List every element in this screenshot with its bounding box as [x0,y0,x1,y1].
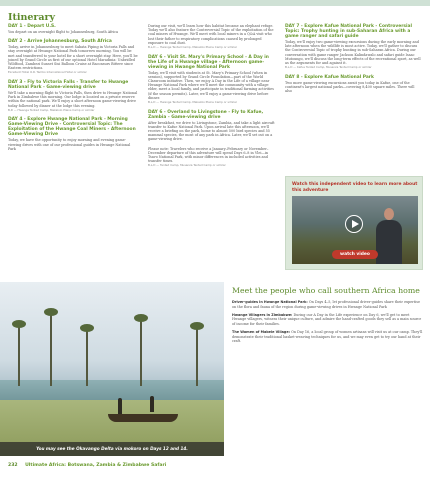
meet-item [232,313,424,326]
page-number: 232 [8,463,18,468]
meet-item [232,330,424,343]
day-text: Today, we'll visit with students at St. Mary's Primary School (when in session), supported by Grand Circle Foundation—part of the World Classroom initiative. Then, we enjoy A Day in the Life of a village near Hwange National Park where we'll meet the community with a village elder, meet a local family, and participate in traditional farming activities (if the season permits). Later, we'll enjoy a game-viewing drive before dinner. [148,70,274,100]
itinerary-column-1 [8,24,138,156]
day-text: Two more game-viewing excursions await you today in Kafue, one of the continent's largest national parks—covering 8,400 square miles. There will also [285,80,415,94]
itinerary-day [8,24,138,34]
day-text: You depart on an overnight flight to Johannesburg, South Africa [8,30,118,34]
day-title: DAY 1 - Depart U.S. [8,24,56,29]
day-text: After breakfast, we drive to Livingstone, Zambia, and take a light aircraft transfer to Kafue National Park. Upon arrival late this afternoon, we'll receive a briefing on the park, home to almost 500 bird species and 55 mammal species, the most of any park in Africa. Later, we'll set out on a game-viewing drive. [148,120,275,142]
palm-crown [190,322,204,330]
day-text: Today, we'll enjoy two game-viewing excursions during the early morning and late afternoon when the wildlife is most active. Today, we'll gather to discuss the Controversial Topic of trophy hunting in sub-Saharan Africa. During our conversation with game ranger Jackson Kalindawalo and safari guide Isaac Mutoungo, we'll discuss the long-term effects of the recreational sport, as well as the arguments for and against it. [285,40,421,66]
palm-tree [86,330,88,386]
day-accommodation: B,D — Hwange Tented Camp, Makalolo Plains Camp or similar [8,107,95,112]
itinerary-day [148,147,276,168]
book-title: Ultimate Africa: Botswana, Zambia & Zimbabwe Safari [25,463,167,468]
day-text: Today, arrive in Johannesburg to meet Sabata Piping in Victoria Falls and stay overnight at Hwange National Park tomorrow morning. You will be met and transferred to your hotel for a short overnight stay. Here, you'll be joined by Grand Circle as first of our optional Hotel Maradinia: Unbridled Wildfood, Zambezi Sunset Sisi Balloon Cruise at Baconsurs Bittere since Eastern restrictions. [8,45,138,71]
video-thumbnail[interactable] [292,196,418,264]
itinerary-day [8,39,138,75]
palm-tree [140,320,142,386]
day-title: DAY 6 - Overland to Livingstone - Fly to Kafue, Zambia - Game-viewing drive [148,109,264,120]
itinerary-day [8,80,138,112]
itinerary-day [148,55,276,105]
day-accommodation: Excellent Hotel O.R. Tambo International Hotel or similar [8,70,87,75]
palm-crown [44,308,58,316]
top-band [0,0,430,6]
okavango-photo [0,282,224,456]
itinerary-title: Itinerary [8,12,56,23]
day-title: DAY 7 - Explore Kafue National Park - Controversial Topic: Trophy hunting in sub-Saharan Africa with a game ranger and safari guide [285,24,412,39]
itinerary-day [8,117,138,151]
day-text: Today, we have the opportunity to enjoy morning and evening game-viewing drives with one of our professional guides in Hwange National Park [8,138,131,151]
page-footer [8,463,308,469]
palm-crown [80,324,94,332]
palm-crown [12,320,26,328]
meet-item-heading: Driver-guides in Hwange National Park: [232,300,308,305]
itinerary-day [285,75,421,94]
video-promo-box [285,176,423,270]
boat-passenger [118,398,122,414]
video-title: Watch this independent video to learn more about this adventure [292,182,418,193]
day-note: Please note: Travelers who receive a January–February or November–December departure of this adventure will spend Days 6–8 in Vlei—in Tsavo National Park, with minor differences in included activities and transfer times. [148,146,269,164]
meet-item-heading: The Women of Mabele Village: [232,330,291,335]
day-title: DAY 3 - Fly to Victoria Falls - Transfer to Hwange National Park - Game-viewing drive [8,80,129,91]
day-text: We'll take a morning flight to Victoria Falls, then drive to Hwange National Park in Zimbabwe this morning. Our lodge is located on a private reserve within the national park. We'll enjoy a short afternoon game-viewing drive today followed by dinner at the lodge this evening. [8,91,138,108]
palm-tree [50,314,52,386]
palm-tree [18,326,20,386]
itinerary-column-3 [285,24,421,98]
itinerary-day [285,24,421,70]
meet-the-people-section [232,286,424,347]
day-title: DAY 6 - Visit St. Mary's Primary School - A Day in the Life of a Hwange village - Afternoon game-viewing in Hwange National Park [148,54,269,70]
day-text: During our visit, we'll learn how this habitat became an elephant refuge. Today we'll also feature the Controversial Topic of the exploitation of the coal miners of Hwange. We'll meet with local miners in a Q&A visit who lost their father to respiratory complications caused by prolonged exposure to coal dust. [148,24,274,45]
itinerary-day [148,110,276,142]
meet-item-text: On Days 4–5, let professional driver-guides share their expertise on the flora and fauna of the region during game-viewing drives in Hwange National Park [232,300,421,309]
day-accommodation: B,L,D — Hwange Tented Camp, Makalolo Plains Camp or similar [148,45,237,50]
day-accommodation: B,L,D — Kafue Tented Camp, Musanza Tented Camp or similar [285,65,372,70]
meet-item-heading: Hwange Villagers in Zimbabwe: [232,313,293,318]
presenter-body [376,220,402,264]
meet-item-text: On Day 16, a local group of women artisans will visit us at our camp. They'll demonstrate their traditional basket-weaving techniques for us, and we may even get to try our hand at their craft. [232,330,423,344]
mokoro-canoe [108,414,178,422]
meet-item-text: During our A Day in the Life experience on Day 6, we'll get to meet Hwange villagers, witness their unique culture, and admire the hand-crafted goods they sell as a main source of income for their families. [232,313,422,326]
day-accommodation: B,L,D — Tented Camp, Musanza Tented Camp or similar [148,163,226,168]
itinerary-day [148,24,276,50]
meet-item [232,300,424,309]
itinerary-column-2 [148,24,276,173]
presenter-head [384,208,394,220]
watch-video-button[interactable]: watch video [332,250,378,259]
meet-title: Meet the people who call southern Africa home [232,286,420,295]
day-title: DAY 4 - Explore Hwange National Park - Morning Game-Viewing Drive - Controversial Topic: The Exploitation of the Hwange Coal Miners - Afternoon Game-Viewing Drive [8,117,136,138]
boat-poler [150,396,154,412]
palm-tree [196,328,198,386]
photo-caption: You may see the Okavango Delta via mokoro on Days 12 and 14. [0,442,224,456]
presenter-image [374,204,404,264]
day-title: DAY 2 - Arrive Johannesburg, South Africa [8,39,112,45]
play-icon[interactable] [345,215,363,233]
day-title: DAY 8 - Explore Kafue National Park [285,74,374,80]
day-accommodation: B,L,D — Hwange Tented Camp, Makalolo Plains Camp or similar [148,100,237,105]
palm-crown [134,314,148,322]
